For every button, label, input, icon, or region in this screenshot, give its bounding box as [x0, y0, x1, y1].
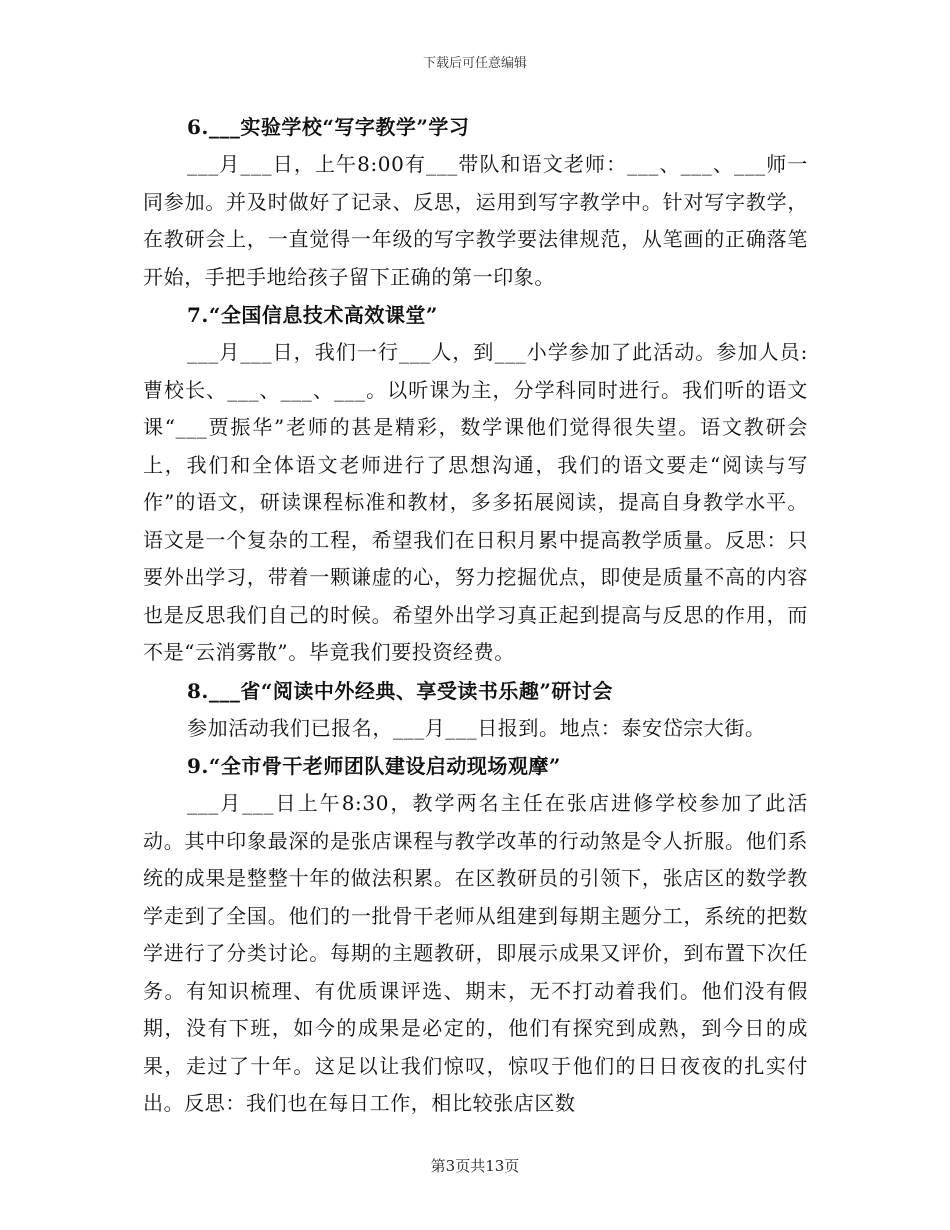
section-paragraph-8: 参加活动我们已报名，___月___日报到。地点：泰安岱宗大街。 — [187, 715, 766, 740]
section-paragraph-6: ___月___日，上午8:00有___带队和语文老师：___、___、___师一同参加。并及时做好了记录、反思，运用到写字教学中。针对写字教学，在教研会上，一直觉得一年级的写字教学要法律规范，从笔画的正确落笔开始，手把手地给孩子留下正确的第一印象。 — [143, 152, 808, 289]
document-body — [143, 108, 808, 1123]
section-heading-8: 8.___省“阅读中外经典、享受读书乐趣”研讨会 — [187, 678, 613, 703]
page-header: 下载后可任意编辑 — [422, 56, 527, 71]
section-heading-6: 6.___实验学校“写字教学”学习 — [187, 115, 470, 139]
section-paragraph-7: ___月___日，我们一行___人，到___小学参加了此活动。参加人员:曹校长、___、___、___。以听课为主，分学科同时进行。我们听的语文课“___贾振华”老师的甚是精彩，数学课他们觉得很失望。语文教研会上，我们和全体语文老师进行了思想沟通，我们的语文要走“阅读与写作”的语文，研读课程标准和教材，多多拓展阅读，提高自身教学水平。语文是一个复杂的工程，希望我们在日积月累中提高教学质量。反思：只要外出学习，带着一颗谦虚的心，努力挖掘优点，即使是质量不高的内容也是反思我们自己的时候。希望外出学习真正起到提高与反思的作用，而不是“云消雾散”。毕竟我们要投资经费。 — [143, 340, 808, 664]
section-heading-7: 7.“全国信息技术高效课堂” — [187, 303, 438, 327]
section-paragraph-9: ___月___日上午8:30，教学两名主任在张店进修学校参加了此活动。其中印象最深的是张店课程与教学改革的行动煞是令人折服。他们系统的成果是整整十年的做法积累。在区教研员的引领下，张店区的数学教学走到了全国。他们的一批骨干老师从组建到每期主题分工，系统的把数学进行了分类讨论。每期的主题教研，即展示成果又评价，到布置下次任务。有知识梳理、有优质课评选、期末，无不打动着我们。他们没有假期，没有下班，如今的成果是必定的，他们有探究到成熟，到今日的成果，走过了十年。这足以让我们惊叹，惊叹于他们的日日夜夜的扎实付出。反思：我们也在每日工作，相比较张店区数 — [143, 791, 808, 1115]
page-number: 第3页共13页 — [430, 1157, 520, 1175]
section-heading-9: 9.“全市骨干老师团队建设启动现场观摩” — [187, 754, 561, 778]
